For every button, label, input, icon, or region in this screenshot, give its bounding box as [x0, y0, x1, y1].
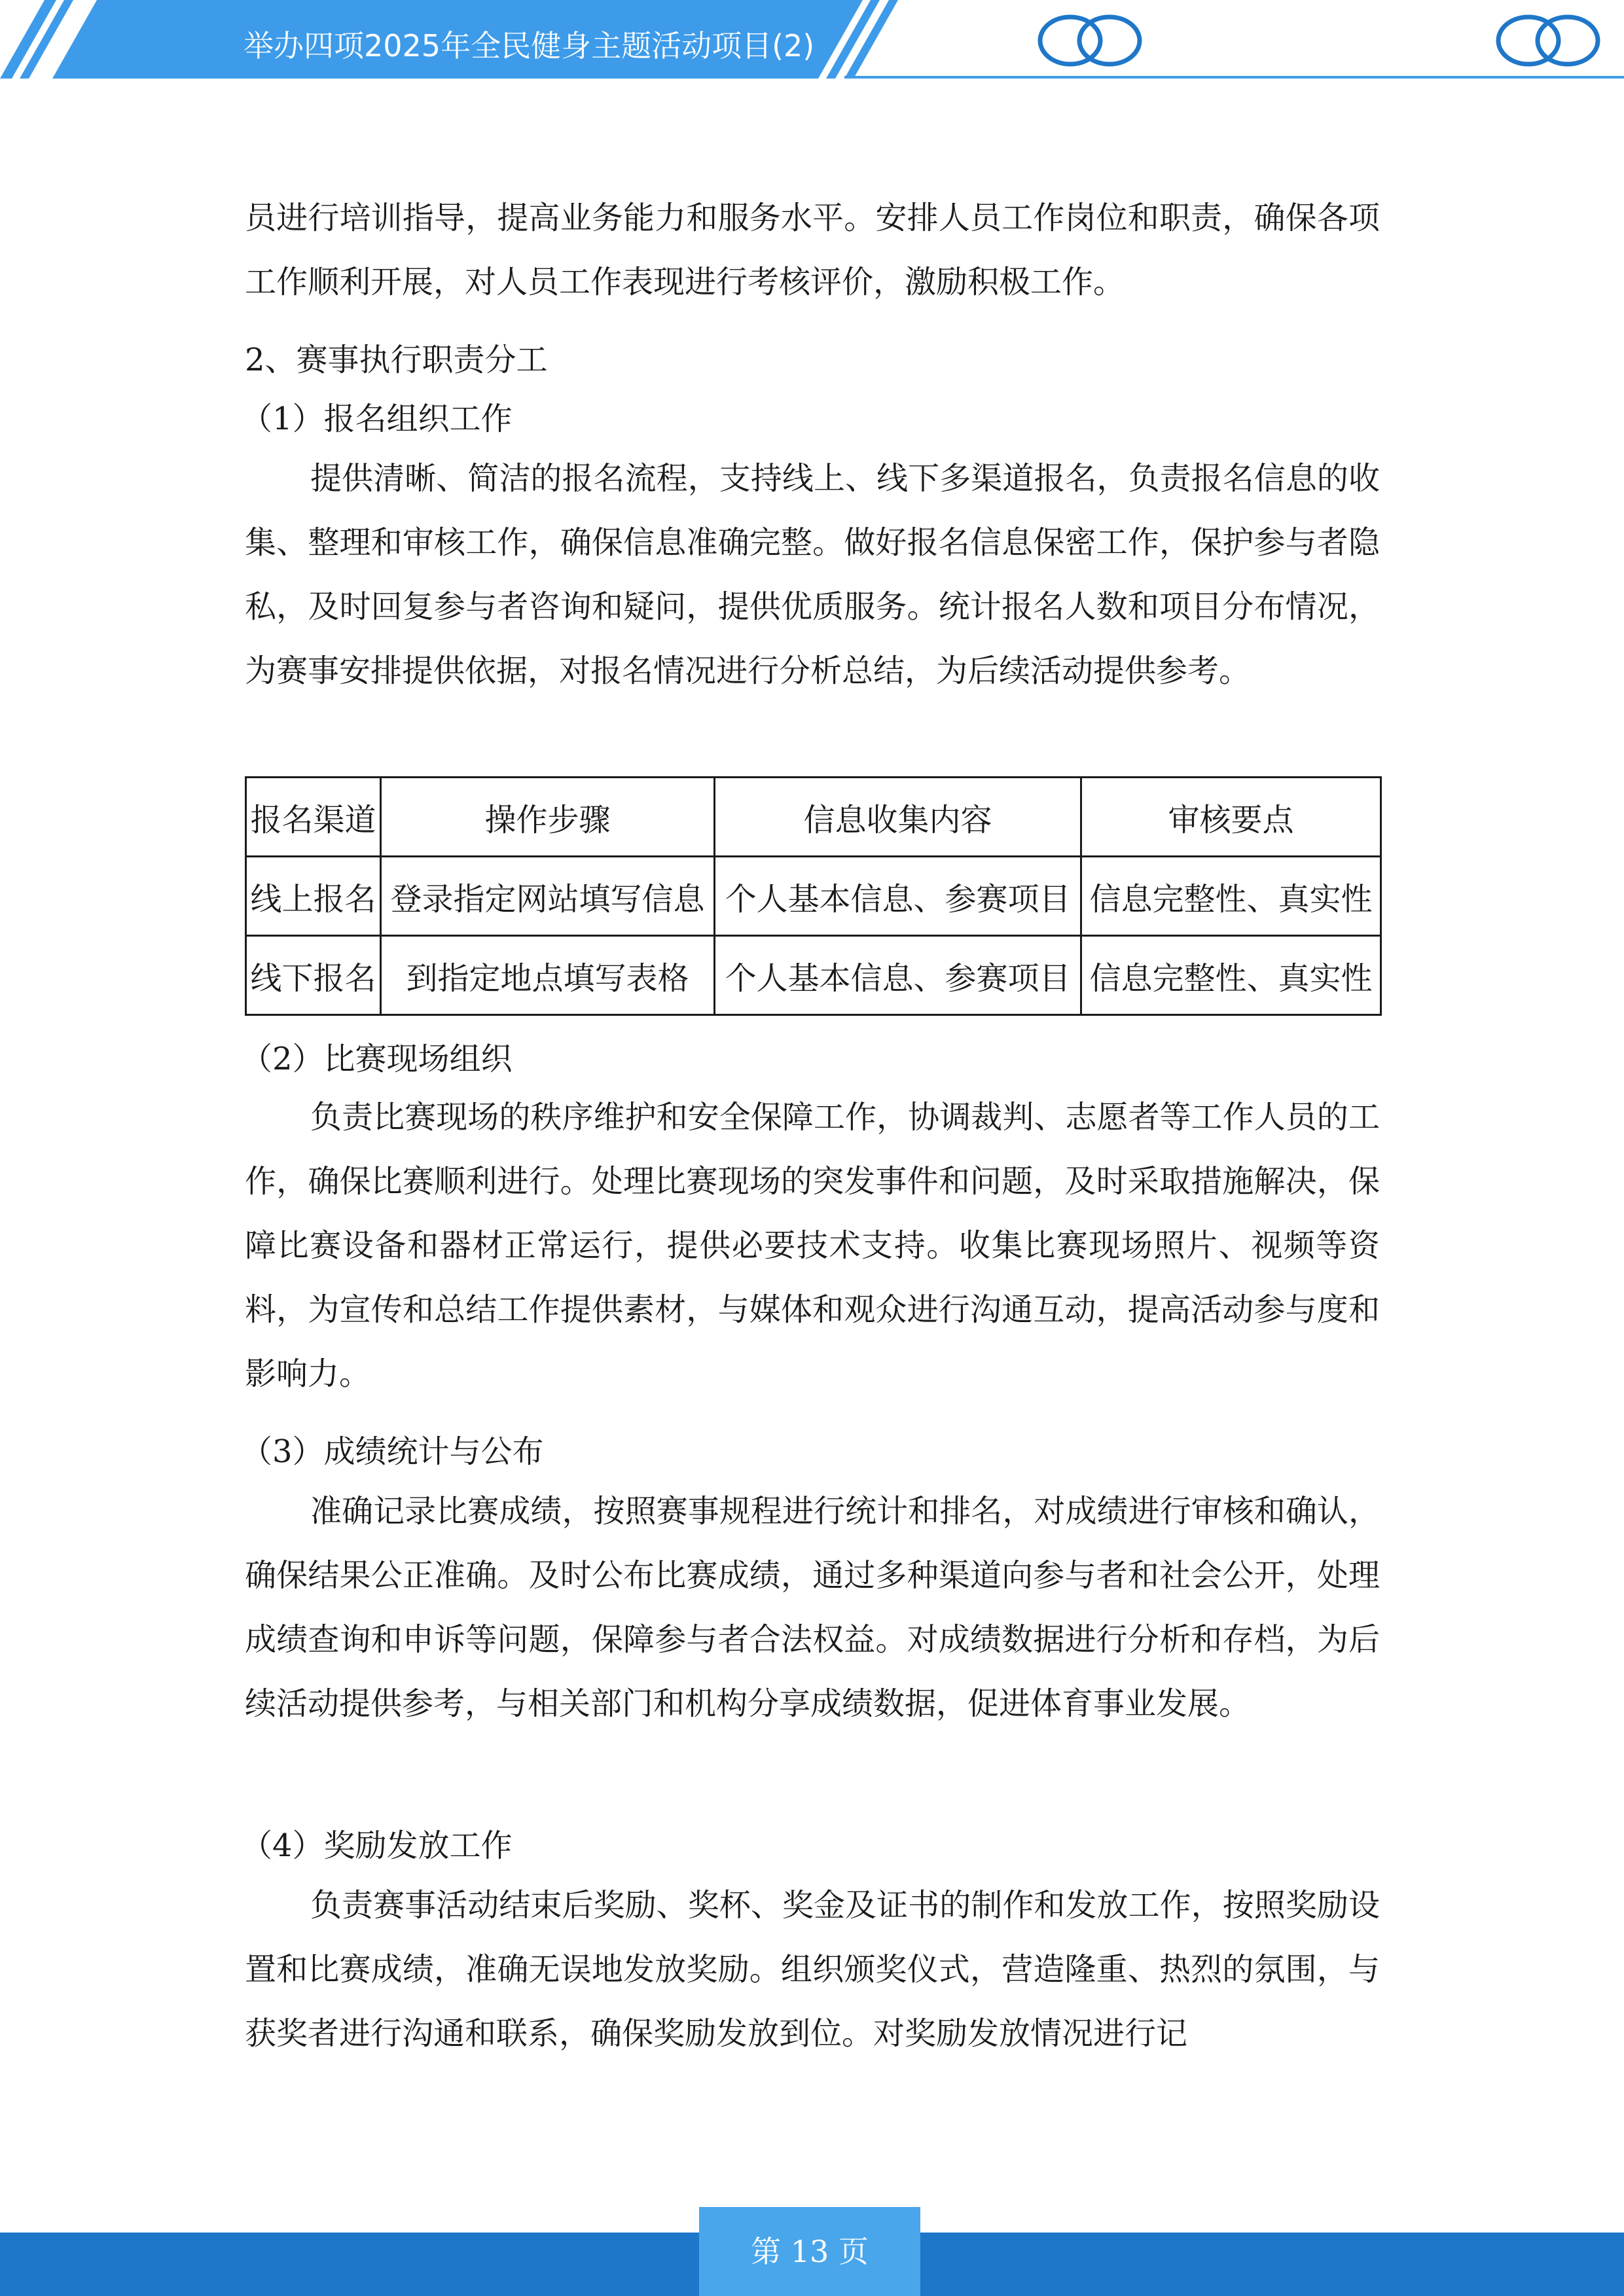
paragraph-awards: 负责赛事活动结束后奖励、奖杯、奖金及证书的制作和发放工作，按照奖励设置和比赛成绩，准确无误地发放奖励。组织颁奖仪式，营造隆重、热烈的氛围，与获奖者进行沟通和联系，确保奖励发放到位。对奖励发放情况进行记 [245, 1887, 1380, 2052]
paragraph-results: 准确记录比赛成绩，按照赛事规程进行统计和排名，对成绩进行审核和确认，确保结果公正准确。及时公布比赛成绩，通过多种渠道向参与者和社会公开，处理成绩查询和申诉等问题，保障参与者合法权益。对成绩数据进行分析和存档，为后续活动提供参考，与相关部门和机构分享成绩数据，促进体育事业发展。 [245, 1493, 1380, 1722]
table-header-row [246, 778, 1381, 857]
table-cell: 登录指定网站填写信息 [381, 857, 715, 936]
table-cell: 个人基本信息、参赛项目 [715, 857, 1081, 936]
registration-table [245, 776, 1382, 1016]
table-cell: 信息完整性、真实性 [1081, 936, 1381, 1015]
table-cell: 到指定地点填写表格 [381, 936, 715, 1015]
table-header-cell: 报名渠道 [246, 778, 381, 857]
rings-logo-icon [1040, 17, 1140, 64]
page-number: 第 13 页 [751, 2234, 869, 2269]
section-heading: 2、赛事执行职责分工 [245, 342, 548, 378]
table-cell: 线下报名 [246, 936, 381, 1015]
page-header [0, 0, 1624, 85]
paragraph-registration: 提供清晰、简洁的报名流程，支持线上、线下多渠道报名，负责报名信息的收集、整理和审核工作，确保信息准确完整。做好报名信息保密工作，保护参与者隐私，及时回复参与者咨询和疑问，提供优质服务。统计报名人数和项目分布情况，为赛事安排提供依据，对报名情况进行分析总结，为后续活动提供参考。 [245, 460, 1380, 689]
paragraph-onsite: 负责比赛现场的秩序维护和安全保障工作，协调裁判、志愿者等工作人员的工作，确保比赛顺利进行。处理比赛现场的突发事件和问题，及时采取措施解决，保障比赛设备和器材正常运行，提供必要技术支持。收集比赛现场照片、视频等资料，为宣传和总结工作提供素材，与媒体和观众进行沟通互动，提高活动参与度和影响力。 [245, 1099, 1380, 1392]
paragraph-continued: 员进行培训指导，提高业务能力和服务水平。安排人员工作岗位和职责，确保各项工作顺利开展，对人员工作表现进行考核评价，激励积极工作。 [245, 200, 1380, 300]
table-cell: 线上报名 [246, 857, 381, 936]
document-title: 举办四项2025年全民健身主题活动项目(2) [244, 28, 815, 63]
subsection-heading-3: （3）成绩统计与公布 [241, 1433, 544, 1470]
subsection-heading-2: （2）比赛现场组织 [241, 1041, 513, 1077]
table-row [246, 936, 1381, 1015]
table-cell: 个人基本信息、参赛项目 [715, 936, 1081, 1015]
subsection-heading-4: （4）奖励发放工作 [241, 1827, 513, 1864]
subsection-heading-1: （1）报名组织工作 [241, 401, 513, 437]
table-header-cell: 审核要点 [1081, 778, 1381, 857]
table-row [246, 857, 1381, 936]
rings-logo-icon-right [1498, 17, 1598, 64]
table-header-cell: 操作步骤 [381, 778, 715, 857]
table-cell: 信息完整性、真实性 [1081, 857, 1381, 936]
table-header-cell: 信息收集内容 [715, 778, 1081, 857]
